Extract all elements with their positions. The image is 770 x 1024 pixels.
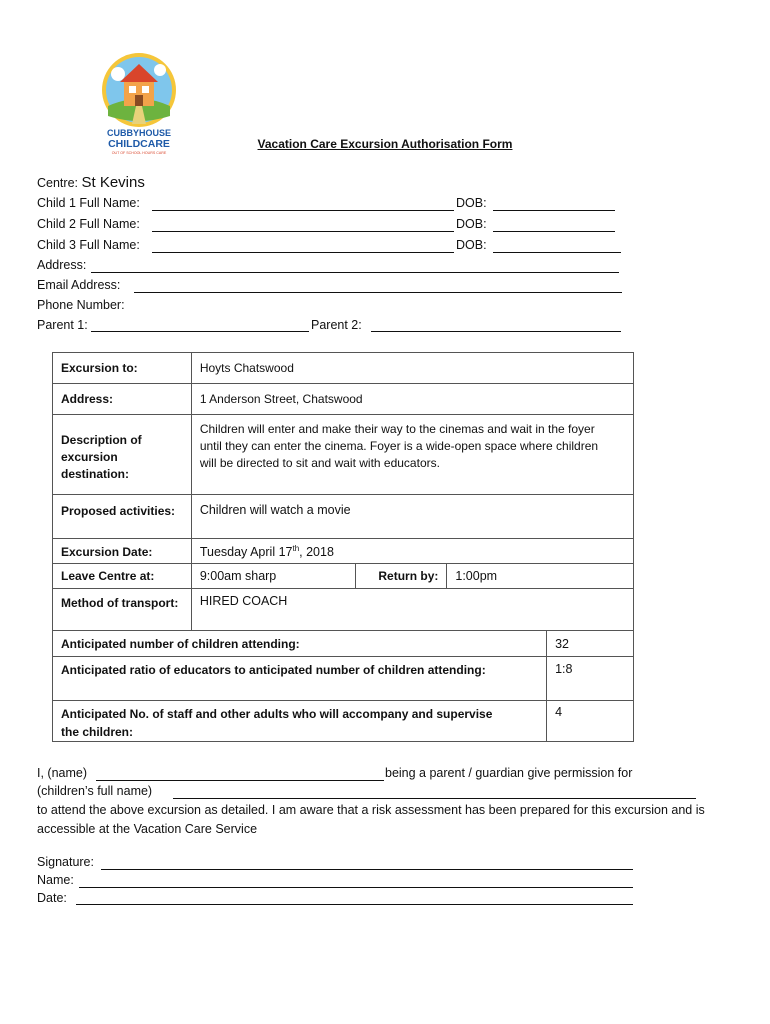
ratio-label: Anticipated ratio of educators to anticipated number of children attending:: [53, 657, 547, 701]
num-children-value: 32: [547, 631, 634, 657]
excursion-table: [52, 352, 634, 742]
table-row: [53, 589, 634, 631]
child1-dob-label: DOB:: [456, 196, 487, 210]
phone-label: Phone Number:: [37, 298, 125, 312]
parent1-field[interactable]: [91, 331, 309, 332]
child3-dob-label: DOB:: [456, 238, 487, 252]
signature-field[interactable]: [101, 869, 633, 870]
table-row: [53, 657, 634, 701]
name-field[interactable]: [79, 887, 633, 888]
table-row: [53, 701, 634, 742]
address-field[interactable]: [91, 272, 619, 273]
table-row: [53, 539, 634, 564]
ratio-value: 1:8: [547, 657, 634, 701]
date-value: [191, 539, 633, 564]
table-row: [53, 415, 634, 495]
return-value: 1:00pm: [447, 564, 634, 589]
consent-name-prefix: I, (name): [37, 766, 88, 780]
leave-label: Leave Centre at:: [53, 564, 192, 589]
centre-label: Centre:: [37, 176, 78, 190]
table-row: [53, 384, 634, 415]
svg-text:OUT OF SCHOOL HOURS CARE: OUT OF SCHOOL HOURS CARE: [111, 151, 167, 155]
date-label: Excursion Date:: [53, 539, 192, 564]
activities-value: Children will watch a movie: [191, 495, 633, 539]
child3-label: Child 3 Full Name:: [37, 238, 140, 252]
consent-parent-text: being a parent / guardian give permission for: [385, 766, 633, 780]
table-row: [53, 564, 634, 589]
child1-name-field[interactable]: [152, 210, 454, 211]
return-label: Return by:: [355, 564, 447, 589]
svg-text:CHILDCARE: CHILDCARE: [108, 138, 170, 150]
consent-name-field[interactable]: [96, 780, 384, 781]
centre-value: St Kevins: [81, 174, 145, 191]
child2-name-field[interactable]: [152, 231, 454, 232]
child2-dob-field[interactable]: [493, 231, 615, 232]
signature-label: Signature:: [37, 855, 94, 869]
table-row: [53, 353, 634, 384]
child1-dob-field[interactable]: [493, 210, 615, 211]
date-day: Tuesday April 17: [199, 545, 293, 560]
children-name-field[interactable]: [173, 798, 696, 799]
child3-dob-field[interactable]: [493, 252, 621, 253]
excursion-address-label: Address:: [53, 384, 192, 415]
centre-row: [37, 174, 145, 191]
child1-label: Child 1 Full Name:: [37, 196, 140, 210]
svg-text:CUBBYHOUSE: CUBBYHOUSE: [106, 128, 172, 138]
date-field[interactable]: [76, 904, 633, 905]
parent2-field[interactable]: [371, 331, 621, 332]
parent1-label: Parent 1:: [37, 318, 88, 332]
excursion-address-value: 1 Anderson Street, Chatswood: [191, 384, 633, 415]
parent2-label: Parent 2:: [311, 318, 362, 332]
transport-value: HIRED COACH: [191, 589, 633, 631]
email-field[interactable]: [134, 292, 622, 293]
consent-statement: to attend the above excursion as detailed. I am aware that a risk assessment has been prepared for this excursion and is accessible at the Vacation Care Service: [37, 803, 705, 836]
children-label: (children’s full name): [37, 784, 153, 798]
transport-label: Method of transport:: [53, 589, 192, 631]
email-label: Email Address:: [37, 278, 121, 292]
address-label: Address:: [37, 258, 87, 272]
activities-label: Proposed activities:: [53, 495, 192, 539]
excursion-to-label: Excursion to:: [53, 353, 192, 384]
table-row: [53, 631, 634, 657]
staff-label: Anticipated No. of staff and other adults who will accompany and supervise the children:: [53, 701, 547, 742]
date-signature-label: Date:: [37, 891, 67, 905]
form-title: Vacation Care Excursion Authorisation Form: [257, 137, 513, 151]
excursion-to-value: Hoyts Chatswood: [191, 353, 633, 384]
description-label: Description of excursion destination:: [53, 415, 192, 495]
description-value: Children will enter and make their way to the cinemas and wait in the foyer until they can enter the cinema. Foyer is a wide-open space where children will be directed to sit and wait with educators.: [191, 415, 633, 495]
child2-dob-label: DOB:: [456, 217, 487, 231]
leave-value: 9:00am sharp: [191, 564, 355, 589]
date-year: , 2018: [299, 545, 334, 560]
name-label: Name:: [37, 873, 74, 887]
child3-name-field[interactable]: [152, 252, 454, 253]
date-suffix: th: [292, 544, 300, 553]
num-children-label: Anticipated number of children attending:: [53, 631, 547, 657]
table-row: [53, 495, 634, 539]
child2-label: Child 2 Full Name:: [37, 217, 140, 231]
staff-value: 4: [547, 701, 634, 742]
